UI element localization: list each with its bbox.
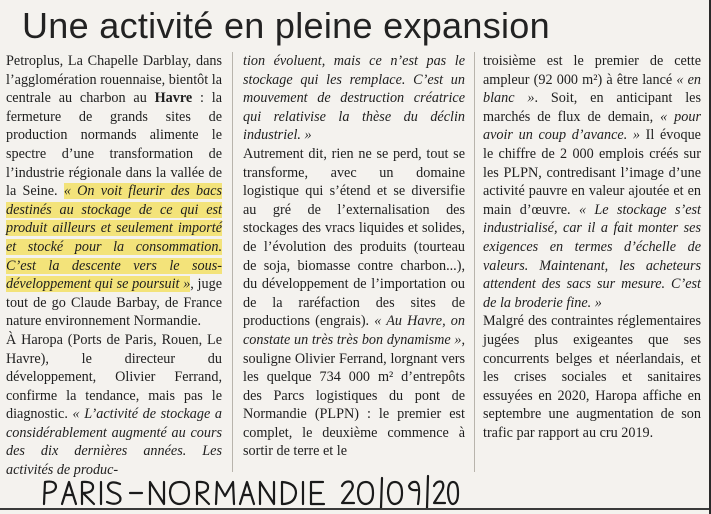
quote: « Au Havre, on constate un très très bon dynamisme » (243, 313, 465, 348)
paragraph (6, 331, 222, 480)
text-run: troisième est le premier de cette ampleur (92 000 m²) à être lancé (483, 53, 701, 88)
paragraph (483, 312, 701, 442)
text-run: Petroplus, La Chapelle Darblay, dans l’agglomération rouennaise, bientôt la centrale au charbon au (6, 53, 222, 107)
text-run: , souligne Olivier Ferrand, lorgnant vers les quelque 734 000 m² d’entrepôts des Parcs logistiques du pont de Normandie (PLPN) : le premier est complet, le deuxième commence à sortir de terre et le (243, 331, 465, 460)
text-run: À Haropa (Ports de Paris, Rouen, Le Havre), le directeur du développement, Olivier Ferrand, confirme la tendance, mais pas le diagnostic. (6, 331, 222, 423)
article-column-1 (6, 52, 222, 480)
article-column-2 (243, 52, 465, 461)
quote: « en blanc » (483, 71, 701, 107)
paragraph (483, 52, 701, 312)
quote: tion évoluent, mais ce n’est pas le stockage qui les remplace. C’est un mouvement de destruction créatrice qui relativise la thèse du déclin industriel. » (243, 53, 465, 144)
text-run: , juge tout de go Claude Barbay, de France nature environnement Normandie. (6, 276, 222, 330)
paragraph (243, 52, 465, 145)
paragraph (243, 145, 465, 461)
quote: « L’activité de stockage a considérablement augmenté au cours des dix dernières années. Les activités de produc- (6, 406, 222, 479)
column-divider (232, 52, 233, 472)
text-run: . Soit, en anticipant les marchés de flux de demain, (483, 90, 701, 125)
bottom-edge (0, 508, 711, 510)
highlighted-quote: « On voit fleurir des bacs destinés au stockage de ce qui est produit ailleurs et seulement importé et stocké pour la consommation. C’est la descente vers le sous-développement qui se poursuit » (6, 183, 222, 293)
column-divider (474, 52, 475, 472)
text-run: : la fermeture de grands sites de production normands alimente le spectre d’une transformation de l’industrie régionale dans la vallée de la Seine. (6, 90, 222, 200)
text-run: Malgré des contraintes réglementaires jugées plus exigeantes que ses concurrents belges et néerlandais, et les crises sociales et sanitaires essuyées en 2020, Haropa affiche en septembre une augmentation de son trafic par rapport au cru 2019. (483, 313, 701, 441)
quote: « Le stockage s’est industrialisé, car il a fait monter ses exigences en termes d’échelle de valeurs. Maintenant, les acheteurs attendent des sacs sur mesure. C’est de la broderie fine. » (483, 201, 701, 311)
article-headline: Une activité en pleine expansion (22, 5, 550, 46)
text-run: Il évoque le chiffre de 2 000 emplois créés sur les PLPN, contredisant l’image d’une activité pauvre en valeur ajoutée et en main d’œuvre. (483, 127, 701, 218)
text-run: Autrement dit, rien ne se perd, tout se transforme, avec un domaine logistique qui s’étend et se diversifie au gré de l’externalisation des stockages des vracs liquides et solides, de l’évolution des produits (tourteau de soja, biomasse contre charbon...), du développement de l’importation ou de la raréfaction des sites de productions (engrais). (243, 145, 465, 330)
bold-text: Havre (154, 90, 193, 107)
article-column-3 (483, 52, 701, 442)
paragraph (6, 52, 222, 331)
quote: « pour avoir un coup d’avance. » (483, 108, 701, 144)
handwritten-signature (40, 474, 460, 510)
